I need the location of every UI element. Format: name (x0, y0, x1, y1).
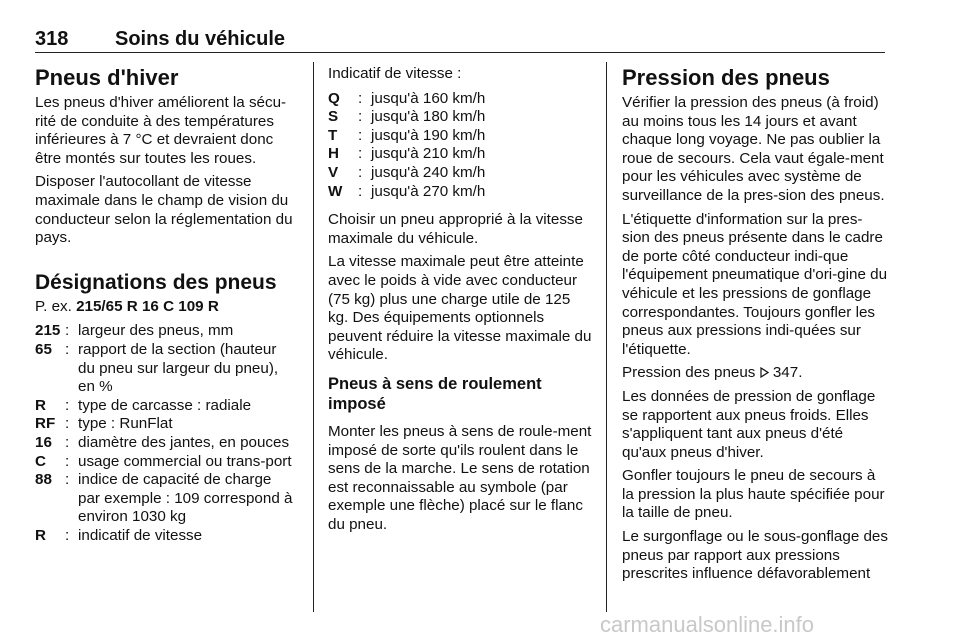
speed-row-description: jusqu'à 270 km/h (371, 182, 486, 200)
pressure-paragraph-5: Gonfler toujours le pneu de secours à la pression la plus haute spécifiée pour la taille de pneu. (622, 467, 885, 522)
winter-paragraph-2: Disposer l'autocollant de vitesse maximale dans le champ de vision du conducteur selon la réglementation du pays. (35, 173, 293, 247)
pressure-paragraph-2: L'étiquette d'information sur la pres-sion des pneus présente dans le cadre de porte côté conducteur indi-que l'équipement pneumatique d'ori-gine du véhicule et les pressions de gonflage correspondantes. Toujours gonfler les pneus aux pressions indi-quées sur l'étiquette. (622, 210, 888, 358)
speed-row-description: jusqu'à 190 km/h (371, 126, 486, 144)
page-header (35, 24, 885, 53)
separator-colon: : (65, 415, 70, 433)
designation-row (35, 434, 297, 453)
cross-reference-triangle-icon (760, 367, 769, 378)
separator-colon: : (358, 89, 363, 107)
designation-row-term: C (35, 452, 46, 470)
speed-row (328, 90, 594, 109)
chapter-title: Soins du véhicule (115, 28, 286, 50)
separator-colon: : (358, 126, 363, 144)
separator-colon: : (358, 163, 363, 181)
designation-row (35, 453, 297, 472)
designation-row-description: diamètre des jantes, en pouces (78, 433, 290, 451)
heading-winter-tyres: Pneus d'hiver (35, 65, 179, 90)
designation-row-term: 88 (35, 471, 52, 489)
separator-colon: : (358, 145, 363, 163)
pressure-reference (622, 364, 888, 383)
watermark: carmanualsonline.info (600, 612, 815, 637)
speed-paragraph-1: Choisir un pneu approprié à la vitesse maximale du véhicule. (328, 211, 583, 247)
designation-row-description: largeur des pneus, mm (78, 322, 234, 340)
designation-row-term: R (35, 526, 46, 544)
example-code: 215/65 R 16 C 109 R (76, 297, 219, 315)
pressure-paragraph-6: Le surgonflage ou le sous-gonflage des pneus par rapport aux pressions prescrites influence défavorablement (622, 528, 888, 583)
designation-row-term: 215 (35, 322, 61, 340)
designation-row (35, 415, 297, 434)
column-divider-1 (313, 62, 314, 612)
separator-colon: : (65, 396, 70, 414)
column-1 (35, 65, 297, 553)
designation-row-term: 65 (35, 340, 52, 358)
separator-colon: : (65, 452, 70, 470)
separator-colon: : (65, 340, 70, 358)
speed-row-description: jusqu'à 160 km/h (371, 89, 486, 107)
separator-colon: : (358, 108, 363, 126)
designation-example (35, 298, 297, 317)
reference-text: Pression des pneus (622, 364, 760, 382)
pressure-paragraph-4: Les données de pression de gonflage se rapportent aux pneus froids. Elles s'appliquent tant aux pneus d'été qu'aux pneus d'hiver. (622, 387, 876, 461)
designation-row (35, 471, 297, 527)
speed-row-term: T (328, 126, 338, 144)
separator-colon: : (65, 471, 70, 489)
column-3 (622, 65, 888, 589)
designation-row-description: type de carcasse : radiale (78, 396, 252, 414)
page-number: 318 (35, 28, 69, 50)
column-divider-2 (606, 62, 607, 612)
heading-directional-tyres: Pneus à sens de roulement imposé (328, 374, 542, 413)
separator-colon: : (358, 182, 363, 200)
directional-paragraph: Monter les pneus à sens de roule-ment imposé de sorte qu'ils roulent dans le sens de la marche. Le sens de rotation est reconnaissable au symbole (par exemple une flèche) placé sur le flanc du pneu. (328, 422, 592, 533)
speed-row (328, 108, 594, 127)
speed-row-term: W (328, 182, 343, 200)
designation-row (35, 341, 297, 397)
winter-paragraph-1: Les pneus d'hiver améliorent la sécu-rité de conduite à des températures inférieures à 7 °C et devraient donc être montés sur toutes les roues. (35, 94, 287, 167)
designation-row-term: R (35, 396, 46, 414)
designation-row-term: RF (35, 415, 56, 433)
designation-row-description: indice de capacité de charge par exemple : 109 correspond à environ 1030 kg (78, 471, 293, 526)
heading-tyre-designations: Désignations des pneus (35, 270, 277, 294)
reference-page-link[interactable]: 347. (772, 364, 803, 382)
designation-row-description: indicatif de vitesse (78, 526, 203, 544)
separator-colon: : (65, 322, 70, 340)
designation-row-term: 16 (35, 433, 52, 451)
speed-row (328, 183, 594, 202)
speed-row-description: jusqu'à 210 km/h (371, 145, 486, 163)
designation-row (35, 527, 297, 546)
speed-row-term: V (328, 163, 339, 181)
speed-row-description: jusqu'à 180 km/h (371, 108, 486, 126)
speed-row (328, 145, 594, 164)
speed-row-term: H (328, 145, 339, 163)
designation-row-description: usage commercial ou trans-port (78, 452, 292, 470)
speed-row-term: S (328, 108, 339, 126)
speed-paragraph-2: La vitesse maximale peut être atteinte avec le poids à vide avec conducteur (75 kg) plus une charge utile de 125 kg. Des équipements optionnels peuvent réduire la vitesse maximale du véhicule. (328, 253, 592, 364)
column-2 (328, 65, 594, 539)
heading-tyre-pressure: Pression des pneus (622, 65, 830, 90)
separator-colon: : (65, 526, 70, 544)
designation-row-description: type : RunFlat (78, 415, 173, 433)
speed-list (328, 90, 594, 202)
pressure-paragraph-1: Vérifier la pression des pneus (à froid) au moins tous les 14 jours et avant chaque long voyage. Ne pas oublier la roue de secours. Cela vaut égale-ment pour les véhicules avec système de surveillance de la pres-sion des pneus. (622, 94, 885, 204)
separator-colon: : (65, 433, 70, 451)
speed-row-description: jusqu'à 240 km/h (371, 163, 486, 181)
designation-row (35, 397, 297, 416)
designation-list (35, 322, 297, 545)
speed-row (328, 127, 594, 146)
speed-row (328, 164, 594, 183)
speed-intro: Indicatif de vitesse : (328, 65, 462, 82)
speed-row-term: Q (328, 89, 340, 107)
example-prefix: P. ex. (35, 297, 77, 315)
designation-row (35, 322, 297, 341)
designation-row-description: rapport de la section (hauteur du pneu sur largeur du pneu), en % (78, 340, 279, 396)
